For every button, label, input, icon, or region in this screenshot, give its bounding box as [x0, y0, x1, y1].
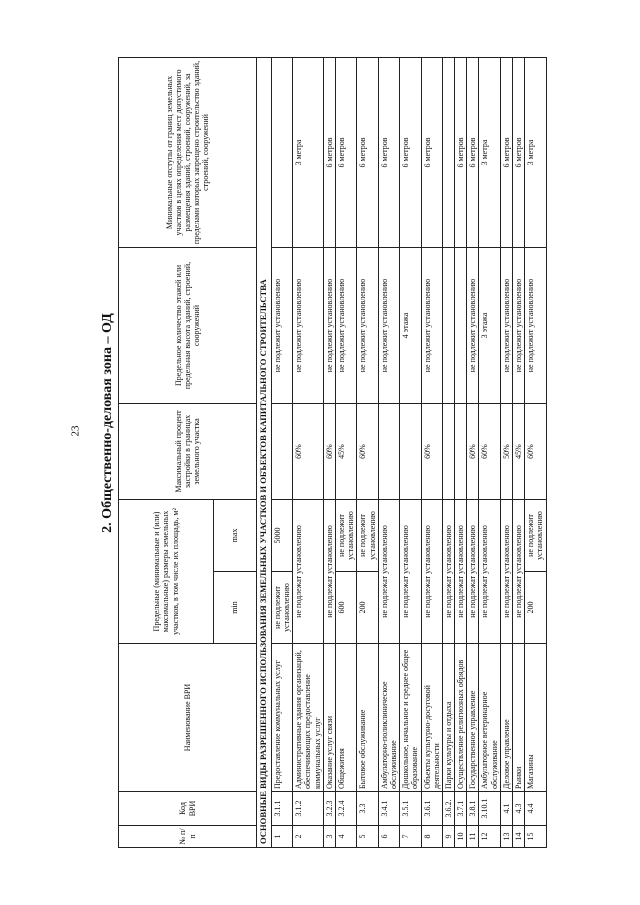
cell-setback: 6 метров — [500, 57, 512, 247]
cell-num: 8 — [421, 826, 442, 848]
cell-pct: 60% — [421, 403, 442, 499]
cell-pct: 45% — [513, 403, 525, 499]
cell-min: 200 — [525, 572, 546, 644]
cell-name: Объекты культурно-досуговой деятельности — [421, 644, 442, 792]
table-row — [421, 57, 442, 847]
table-row — [378, 57, 399, 847]
cell-setback: 3 метра — [293, 57, 324, 247]
cell-code: 3.5.1 — [400, 792, 421, 826]
table-row — [525, 57, 546, 847]
cell-setback — [442, 57, 454, 247]
header-name: Наименование ВРИ — [119, 644, 257, 792]
cell-setback: 6 метров — [400, 57, 421, 247]
table-row — [513, 57, 525, 847]
cell-setback: 3 метра — [479, 57, 500, 247]
cell-floors: не подлежит установлению — [525, 247, 546, 403]
cell-floors: не подлежит установлению — [271, 247, 292, 403]
table-row — [336, 57, 357, 847]
cell-pct — [442, 403, 454, 499]
cell-setback: 6 метров — [357, 57, 378, 247]
cell-setback: 6 метров — [323, 57, 335, 247]
cell-num: 3 — [323, 826, 335, 848]
page-number: 23 — [69, 425, 82, 437]
cell-num: 12 — [479, 826, 500, 848]
cell-code: 3.2.3 — [323, 792, 335, 826]
cell-name: Административные здания организаций, обеспечивающих предоставление коммунальных услуг — [293, 644, 324, 792]
cell-max: 5000 — [271, 499, 292, 571]
cell-max: не подлежит установлению — [525, 499, 546, 571]
cell-setback: 6 метров — [421, 57, 442, 247]
cell-area: не подлежат установлению — [421, 499, 442, 643]
zone-table — [118, 57, 547, 848]
table-row — [323, 57, 335, 847]
cell-pct: 60% — [479, 403, 500, 499]
cell-area: не подлежат установлению — [323, 499, 335, 643]
header-max: max — [214, 499, 257, 571]
table-row — [455, 57, 467, 847]
table-row — [400, 57, 421, 847]
cell-floors — [455, 247, 467, 403]
cell-name: Бытовое обслуживание — [357, 644, 378, 792]
header-area: Предельные (минимальные и (или) максимальные) размеры земельных участков, в том числе их площадь, м² — [119, 499, 214, 643]
cell-name: Амбулаторно-поликлиническое обслуживание — [378, 644, 399, 792]
cell-pct — [455, 403, 467, 499]
cell-area: не подлежат установлению — [467, 499, 479, 643]
cell-code: 4.4 — [525, 792, 546, 826]
cell-code: 3.6.1 — [421, 792, 442, 826]
cell-setback: 6 метров — [467, 57, 479, 247]
cell-setback: 6 метров — [336, 57, 357, 247]
cell-area: не подлежат установлению — [378, 499, 399, 643]
cell-setback: 6 метров — [513, 57, 525, 247]
cell-num: 10 — [455, 826, 467, 848]
header-num: № п/п — [119, 826, 257, 848]
cell-floors: не подлежит установлению — [357, 247, 378, 403]
cell-floors: 4 этажа — [400, 247, 421, 403]
cell-name: Предоставление коммунальных услуг — [271, 644, 292, 792]
cell-area: не подлежат установлению — [479, 499, 500, 643]
cell-code: 3.1.2 — [293, 792, 324, 826]
cell-code: 3.10.1 — [479, 792, 500, 826]
cell-code: 3.6.2. — [442, 792, 454, 826]
cell-name: Рынки — [513, 644, 525, 792]
cell-num: 13 — [500, 826, 512, 848]
cell-area: не подлежат установлению — [442, 499, 454, 643]
cell-floors: не подлежит установлению — [293, 247, 324, 403]
cell-code: 3.2.4 — [336, 792, 357, 826]
cell-code: 4.1 — [500, 792, 512, 826]
cell-setback: 6 метров — [455, 57, 467, 247]
cell-num: 11 — [467, 826, 479, 848]
cell-floors: не подлежит установлению — [421, 247, 442, 403]
table-row — [467, 57, 479, 847]
header-min: min — [214, 572, 257, 644]
cell-num: 2 — [293, 826, 324, 848]
cell-max: не подлежит установлению — [336, 499, 357, 571]
header-setback: Минимальные отступы от границ земельных участков в целях определения мест допустимого размещения зданий, строений, сооружений, за пределами которых запрещено строительство зданий, строений, сооружений — [119, 57, 257, 247]
cell-name: Оказание услуг связи — [323, 644, 335, 792]
cell-name: Парки культуры и отдыха — [442, 644, 454, 792]
table-row — [479, 57, 500, 847]
cell-code: 3.8.1 — [467, 792, 479, 826]
cell-floors: не подлежит установлению — [500, 247, 512, 403]
cell-name: Общежития — [336, 644, 357, 792]
cell-pct: 45% — [336, 403, 357, 499]
cell-area: не подлежат установлению — [513, 499, 525, 643]
header-floors: Предельное количество этажей или предельная высота зданий, строений, сооружений — [119, 247, 257, 403]
cell-pct — [271, 403, 292, 499]
cell-num: 14 — [513, 826, 525, 848]
cell-area: не подлежат установлению — [400, 499, 421, 643]
cell-num: 15 — [525, 826, 546, 848]
cell-code: 4.3 — [513, 792, 525, 826]
cell-pct: 50% — [500, 403, 512, 499]
cell-floors: не подлежит установлению — [513, 247, 525, 403]
cell-name: Осуществление религиозных обрядов — [455, 644, 467, 792]
cell-num: 1 — [271, 826, 292, 848]
cell-floors — [442, 247, 454, 403]
cell-setback: 6 метров — [378, 57, 399, 247]
cell-num: 5 — [357, 826, 378, 848]
cell-floors: не подлежит установлению — [467, 247, 479, 403]
cell-min: 600 — [336, 572, 357, 644]
cell-name: Амбулаторное ветеринарное обслуживание — [479, 644, 500, 792]
cell-area: не подлежат установлению — [455, 499, 467, 643]
cell-setback — [271, 57, 292, 247]
cell-pct: 60% — [323, 403, 335, 499]
cell-code: 3.3 — [357, 792, 378, 826]
page-title: 2. Общественно-деловая зона – ОД — [100, 313, 115, 533]
cell-pct — [400, 403, 421, 499]
table-row — [500, 57, 512, 847]
header-pct: Максимальный процент застройки в границах земельного участка — [119, 403, 257, 499]
cell-max: не подлежит установлению — [357, 499, 378, 571]
cell-area: не подлежат установлению — [500, 499, 512, 643]
cell-name: Магазины — [525, 644, 546, 792]
table-row — [442, 57, 454, 847]
cell-area: не подлежат установлению — [293, 499, 324, 643]
cell-pct: 60% — [357, 403, 378, 499]
section-heading: ОСНОВНЫЕ ВИДЫ РАЗРЕШЕННОГО ИСПОЛЬЗОВАНИЯ ЗЕМЕЛЬНЫХ УЧАСТКОВ И ОБЪЕКТОВ КАПИТАЛЬНОГО СТРОИТЕЛЬСТВА — [257, 57, 272, 847]
rotated-page-content — [98, 58, 640, 848]
cell-code: 3.1.1 — [271, 792, 292, 826]
cell-pct: 60% — [525, 403, 546, 499]
cell-code: 3.7.1 — [455, 792, 467, 826]
cell-min: 200 — [357, 572, 378, 644]
cell-num: 7 — [400, 826, 421, 848]
cell-name: Дошкольное, начальное и среднее общее образование — [400, 644, 421, 792]
header-code: Код ВРИ — [119, 792, 257, 826]
cell-min: не подлежит установлению — [271, 572, 292, 644]
cell-num: 4 — [336, 826, 357, 848]
cell-floors: 3 этажа — [479, 247, 500, 403]
cell-pct — [378, 403, 399, 499]
cell-num: 6 — [378, 826, 399, 848]
cell-pct: 60% — [293, 403, 324, 499]
cell-code: 3.4.1 — [378, 792, 399, 826]
cell-name: Государственное управление — [467, 644, 479, 792]
cell-num: 9 — [442, 826, 454, 848]
cell-floors: не подлежит установлению — [378, 247, 399, 403]
table-row — [271, 57, 292, 847]
cell-setback: 3 метра — [525, 57, 546, 247]
table-row — [293, 57, 324, 847]
cell-floors: не подлежит установлению — [323, 247, 335, 403]
cell-floors: не подлежит установлению — [336, 247, 357, 403]
cell-pct: 60% — [467, 403, 479, 499]
table-row — [357, 57, 378, 847]
cell-name: Деловое управление — [500, 644, 512, 792]
